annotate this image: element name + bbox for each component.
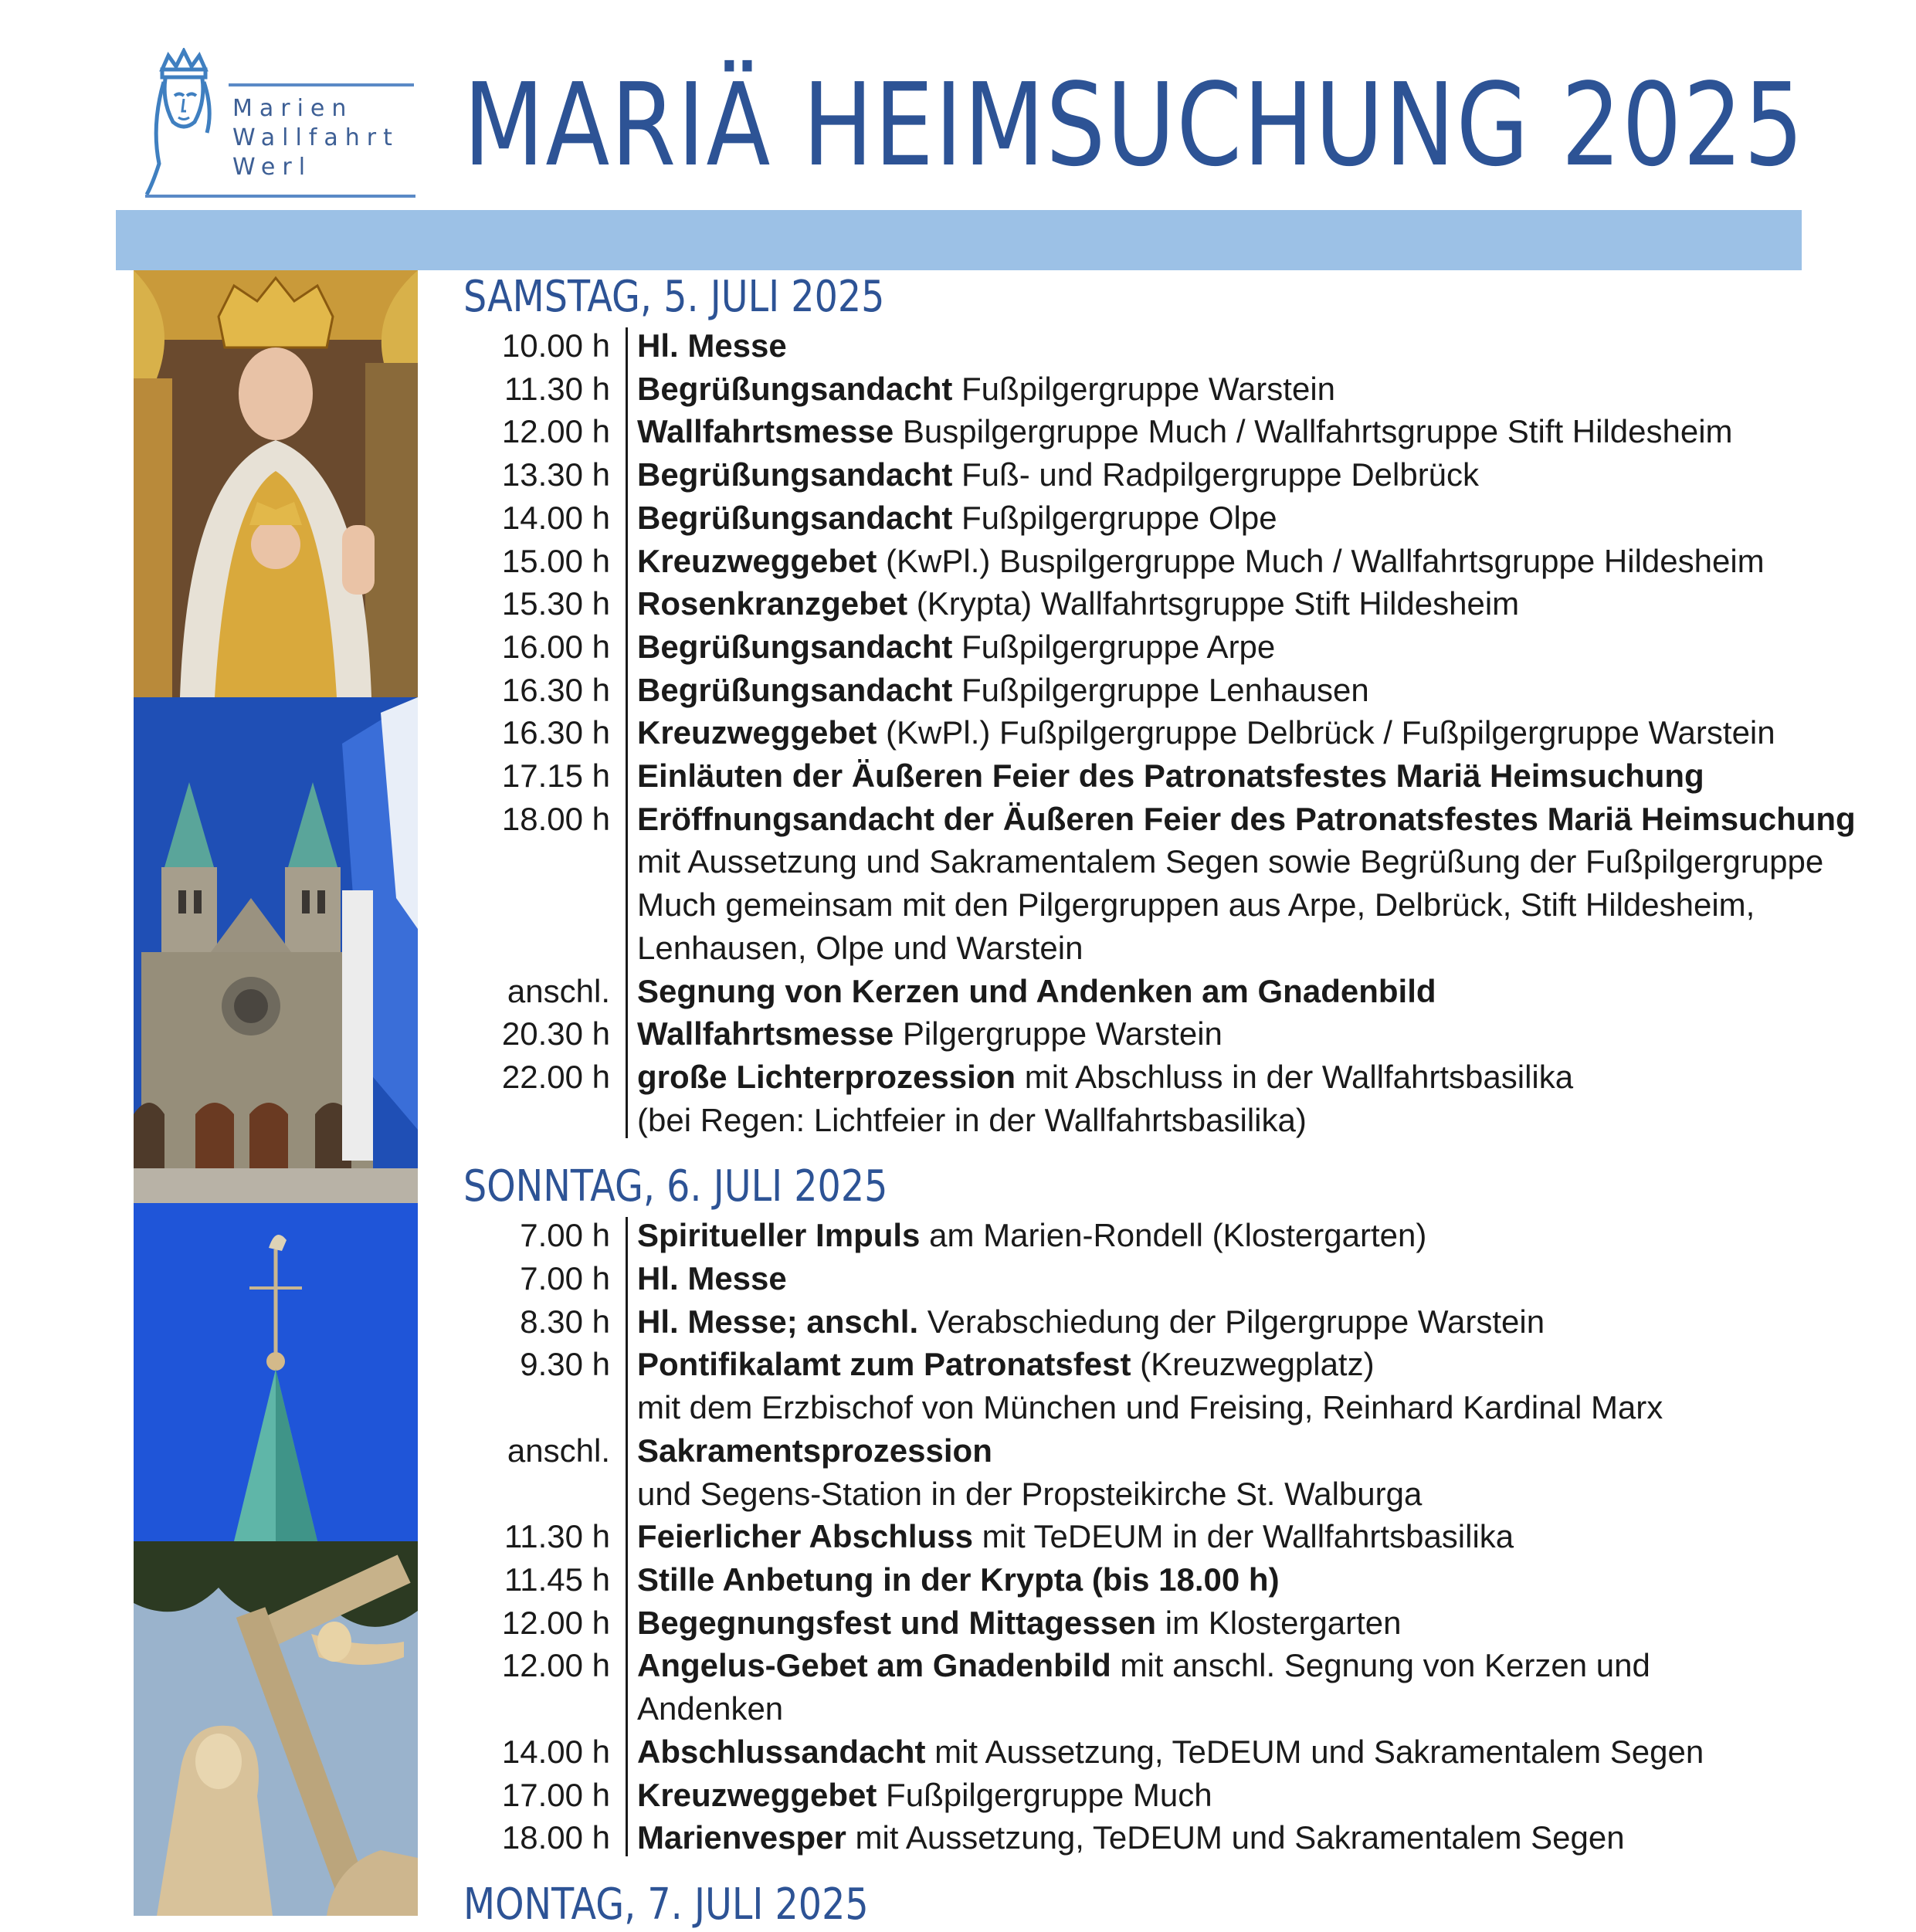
event-time (463, 1687, 610, 1730)
crowned-madonna-logo-icon (145, 48, 230, 202)
schedule-row (463, 1343, 1900, 1386)
event-detail: Fußpilgergruppe Olpe (952, 499, 1277, 536)
event-title: Kreuzweggebet (637, 542, 877, 579)
event-time: 18.00 h (501, 800, 610, 837)
event-detail: mit Abschluss in der Wallfahrtsbasilika (1016, 1058, 1574, 1095)
event-detail: (Krypta) Wallfahrtsgruppe Stift Hildesheim (907, 585, 1520, 622)
event-detail: mit anschl. Segnung von Kerzen und (1111, 1647, 1650, 1684)
day-heading: MONTAG, 7. JULI 2025 (463, 1879, 869, 1930)
event-description (637, 669, 1369, 712)
event-description (637, 453, 1479, 497)
schedule-row (463, 1386, 1900, 1429)
event-time: 11.30 h (504, 1518, 610, 1555)
schedule-row (463, 497, 1900, 540)
event-title: Marienvesper (637, 1819, 846, 1856)
event-detail: (Kreuzwegplatz) (1131, 1346, 1375, 1383)
event-detail: (KwPl.) Buspilgergruppe Much / Wallfahrtsgruppe Hildesheim (877, 542, 1765, 579)
event-description (637, 1644, 1650, 1687)
schedule-list (463, 324, 1900, 1141)
event-detail: im Klostergarten (1156, 1604, 1402, 1641)
page-title: MARIÄ HEIMSUCHUNG 2025 (463, 59, 1805, 192)
event-time (463, 927, 610, 970)
schedule-row (463, 1515, 1900, 1558)
schedule-row (463, 1257, 1900, 1300)
schedule-row (463, 410, 1900, 453)
event-description (637, 1473, 1422, 1516)
event-time: 16.30 h (501, 671, 610, 708)
event-title: Wallfahrtsmesse (637, 413, 894, 450)
schedule-row (463, 1099, 1900, 1142)
event-detail: Fußpilgergruppe Lenhausen (952, 671, 1369, 708)
event-detail: Much gemeinsam mit den Pilgergruppen aus Arpe, Delbrück, Stift Hildesheim, (637, 886, 1755, 924)
event-title: Einläuten der Äußeren Feier des Patronatsfestes Mariä Heimsuchung (637, 758, 1704, 795)
event-title: Hl. Messe (637, 327, 787, 364)
event-detail: mit dem Erzbischof von München und Freising, Reinhard Kardinal Marx (637, 1389, 1663, 1426)
event-description (637, 1012, 1223, 1056)
event-detail: Fußpilgergruppe Warstein (952, 370, 1336, 407)
event-title: Hl. Messe; anschl. (637, 1303, 919, 1340)
event-time: 11.45 h (504, 1561, 610, 1598)
event-description (637, 1214, 1426, 1257)
event-description (637, 625, 1275, 669)
event-detail: Buspilgergruppe Much / Wallfahrtsgruppe Stift Hildesheim (894, 413, 1733, 450)
event-detail: Andenken (637, 1690, 784, 1727)
schedule-row (463, 1602, 1900, 1645)
schedule-list (463, 1214, 1900, 1859)
event-description (637, 927, 1083, 970)
event-time: 18.00 h (501, 1819, 610, 1856)
schedule-row (463, 840, 1900, 883)
day-spacer (463, 1141, 1900, 1160)
day-spacer (463, 1859, 1900, 1878)
event-detail: am Marien-Rondell (Klostergarten) (920, 1217, 1427, 1254)
schedule-row (463, 1687, 1900, 1730)
event-description (637, 711, 1775, 754)
event-description (637, 410, 1733, 453)
event-title: Eröffnungsandacht der Äußeren Feier des Patronatsfestes Mariä Heimsuchung (637, 800, 1856, 837)
event-description (637, 1774, 1212, 1817)
marien-wallfahrt-werl-logo (145, 48, 423, 202)
crucifix-sculpture-photo (134, 1541, 418, 1916)
day-heading: SAMSTAG, 5. JULI 2025 (463, 272, 885, 322)
event-detail: mit Aussetzung, TeDEUM und Sakramentalem Segen (925, 1733, 1704, 1770)
event-detail: Pilgergruppe Warstein (894, 1015, 1223, 1052)
schedule (463, 270, 1900, 1932)
logo-wordmark (232, 94, 399, 182)
event-detail: mit TeDEUM in der Wallfahrtsbasilika (972, 1518, 1514, 1555)
event-description (637, 1099, 1307, 1142)
event-time (463, 840, 610, 883)
schedule-row (463, 540, 1900, 583)
schedule-row (463, 324, 1900, 368)
event-description (637, 798, 1856, 841)
event-description (637, 497, 1277, 540)
event-description (637, 1816, 1625, 1859)
logo-line-3: Werl (232, 154, 313, 181)
event-time: 17.00 h (501, 1776, 610, 1813)
event-time: 12.00 h (501, 1604, 610, 1641)
event-time: 8.30 h (520, 1303, 610, 1340)
event-description (637, 1602, 1402, 1645)
event-title: Angelus-Gebet am Gnadenbild (637, 1647, 1111, 1684)
event-time: 12.00 h (501, 413, 610, 450)
event-time: 22.00 h (501, 1058, 610, 1095)
schedule-row (463, 1644, 1900, 1687)
event-detail: Fußpilgergruppe Much (877, 1776, 1212, 1813)
event-detail: und Segens-Station in der Propsteikirche St. Walburga (637, 1475, 1423, 1512)
event-time (463, 1099, 610, 1142)
logo-bottom-rule (145, 195, 415, 198)
event-title: Segnung von Kerzen und Andenken am Gnadenbild (637, 972, 1436, 1009)
event-time: 17.15 h (501, 758, 610, 795)
event-description (637, 1687, 783, 1730)
event-time: 13.30 h (501, 456, 610, 493)
schedule-row (463, 1012, 1900, 1056)
event-title: Spiritueller Impuls (637, 1217, 921, 1254)
event-detail: mit Aussetzung und Sakramentalem Segen sowie Begrüßung der Fußpilgergruppe (637, 843, 1824, 880)
schedule-row (463, 711, 1900, 754)
event-title: Kreuzweggebet (637, 1776, 877, 1813)
event-title: Hl. Messe (637, 1260, 787, 1297)
schedule-row (463, 368, 1900, 411)
schedule-row (463, 582, 1900, 625)
event-description (637, 1558, 1280, 1602)
schedule-row (463, 669, 1900, 712)
event-description (637, 970, 1436, 1013)
event-detail: Verabschiedung der Pilgergruppe Warstein (918, 1303, 1545, 1340)
event-title: Sakramentsprozession (637, 1432, 992, 1469)
event-time: 16.30 h (501, 714, 610, 751)
logo-line-1: Marien (232, 95, 354, 122)
event-detail: Fuß- und Radpilgergruppe Delbrück (952, 456, 1480, 493)
event-detail: (KwPl.) Fußpilgergruppe Delbrück / Fußpilgergruppe Warstein (877, 714, 1775, 751)
event-description (637, 883, 1755, 927)
event-time: 10.00 h (501, 327, 610, 364)
schedule-row (463, 754, 1900, 798)
logo-line-2: Wallfahrt (232, 124, 399, 151)
schedule-row (463, 1429, 1900, 1473)
event-time: 9.30 h (520, 1346, 610, 1383)
schedule-row (463, 1473, 1900, 1516)
event-title: Begegnungsfest und Mittagessen (637, 1604, 1157, 1641)
event-title: Begrüßungsandacht (637, 499, 953, 536)
event-title: Kreuzweggebet (637, 714, 877, 751)
spire-weathervane-photo (134, 1203, 418, 1541)
event-title: Stille Anbetung in der Krypta (bis 18.00 h) (637, 1561, 1280, 1598)
event-detail: Lenhausen, Olpe und Warstein (637, 929, 1083, 966)
event-title: Feierlicher Abschluss (637, 1518, 973, 1555)
event-time (463, 1473, 610, 1516)
schedule-row (463, 1558, 1900, 1602)
event-time: 14.00 h (501, 499, 610, 536)
event-description (637, 582, 1519, 625)
event-title: Rosenkranzgebet (637, 585, 908, 622)
event-title: Begrüßungsandacht (637, 628, 953, 665)
schedule-row (463, 1300, 1900, 1344)
event-title: Begrüßungsandacht (637, 370, 953, 407)
event-title: Pontifikalamt zum Patronatsfest (637, 1346, 1131, 1383)
event-detail: Fußpilgergruppe Arpe (952, 628, 1276, 665)
event-description (637, 324, 787, 368)
schedule-row (463, 625, 1900, 669)
schedule-row (463, 970, 1900, 1013)
schedule-row (463, 798, 1900, 841)
event-time (463, 883, 610, 927)
schedule-row (463, 1774, 1900, 1817)
header-color-band (116, 210, 1802, 270)
schedule-row (463, 927, 1900, 970)
schedule-row (463, 1214, 1900, 1257)
event-description (637, 1386, 1663, 1429)
event-time: anschl. (507, 1432, 610, 1469)
day-heading: SONNTAG, 6. JULI 2025 (463, 1161, 888, 1212)
event-title: Abschlussandacht (637, 1733, 926, 1770)
event-time: 15.00 h (501, 542, 610, 579)
event-description (637, 840, 1823, 883)
schedule-row (463, 1730, 1900, 1774)
event-description (637, 540, 1765, 583)
event-time: anschl. (507, 972, 610, 1009)
madonna-statue-photo (134, 270, 418, 697)
schedule-row (463, 883, 1900, 927)
event-time: 14.00 h (501, 1733, 610, 1770)
event-time: 12.00 h (501, 1647, 610, 1684)
event-detail: (bei Regen: Lichtfeier in der Wallfahrtsbasilika) (637, 1101, 1307, 1138)
event-description (637, 1300, 1545, 1344)
event-description (637, 368, 1335, 411)
event-description (637, 1730, 1704, 1774)
event-title: Wallfahrtsmesse (637, 1015, 894, 1052)
event-description (637, 1429, 992, 1473)
event-time: 15.30 h (501, 585, 610, 622)
event-detail: mit Aussetzung, TeDEUM und Sakramentalem Segen (846, 1819, 1625, 1856)
schedule-row (463, 1056, 1900, 1099)
event-title: Begrüßungsandacht (637, 671, 953, 708)
event-description (637, 754, 1704, 798)
schedule-row (463, 453, 1900, 497)
event-title: große Lichterprozession (637, 1058, 1016, 1095)
schedule-row (463, 1816, 1900, 1859)
event-time: 7.00 h (520, 1260, 610, 1297)
event-time: 7.00 h (520, 1217, 610, 1254)
event-title: Begrüßungsandacht (637, 456, 953, 493)
event-description (637, 1343, 1375, 1386)
event-description (637, 1515, 1514, 1558)
event-description (637, 1257, 787, 1300)
event-time (463, 1386, 610, 1429)
event-time: 20.30 h (501, 1015, 610, 1052)
event-time: 11.30 h (504, 370, 610, 407)
basilica-facade-photo (134, 697, 418, 1203)
event-description (637, 1056, 1573, 1099)
event-time: 16.00 h (501, 628, 610, 665)
logo-top-rule (229, 83, 414, 86)
